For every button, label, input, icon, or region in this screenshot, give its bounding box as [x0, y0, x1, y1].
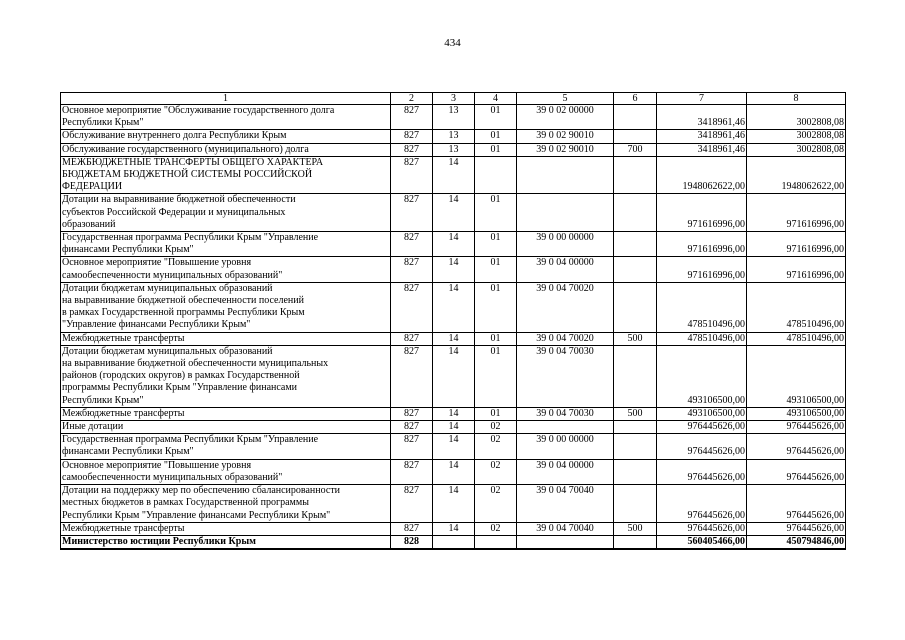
row-amount-8: 976445626,00 [747, 459, 846, 484]
column-header: 8 [747, 93, 846, 105]
row-col-6 [614, 130, 657, 143]
row-amount-7: 478510496,00 [657, 282, 747, 332]
row-col-4: 02 [475, 434, 517, 459]
row-col-4: 02 [475, 485, 517, 523]
column-header: 1 [61, 93, 391, 105]
row-col-3: 14 [433, 421, 475, 434]
row-amount-7: 976445626,00 [657, 421, 747, 434]
row-description: Межбюджетные трансферты [61, 407, 391, 420]
row-col-2: 827 [391, 459, 433, 484]
row-col-3: 14 [433, 434, 475, 459]
row-amount-7: 3418961,46 [657, 143, 747, 156]
row-amount-8: 478510496,00 [747, 282, 846, 332]
row-amount-7: 976445626,00 [657, 485, 747, 523]
row-col-4: 01 [475, 194, 517, 232]
column-header: 7 [657, 93, 747, 105]
table-row [61, 232, 846, 257]
row-amount-8: 976445626,00 [747, 522, 846, 535]
row-amount-7: 971616996,00 [657, 232, 747, 257]
row-col-2: 827 [391, 130, 433, 143]
row-col-2: 827 [391, 143, 433, 156]
row-col-2: 827 [391, 522, 433, 535]
row-col-3: 14 [433, 156, 475, 194]
row-col-5: 39 0 04 70030 [517, 345, 614, 407]
row-amount-7: 1948062622,00 [657, 156, 747, 194]
row-col-2: 827 [391, 194, 433, 232]
row-description: Дотации на поддержку мер по обеспечению сбалансированности местных бюджетов в рамках Государственной программы Республики Крым "Управление финансами Республики Крым" [61, 485, 391, 523]
row-col-6 [614, 421, 657, 434]
row-col-4: 01 [475, 407, 517, 420]
row-col-4 [475, 156, 517, 194]
budget-table [60, 92, 846, 550]
row-amount-8: 3002808,08 [747, 105, 846, 130]
row-col-4: 01 [475, 143, 517, 156]
column-header: 4 [475, 93, 517, 105]
row-amount-7: 3418961,46 [657, 130, 747, 143]
row-amount-7: 971616996,00 [657, 194, 747, 232]
row-col-2: 827 [391, 156, 433, 194]
row-col-6 [614, 345, 657, 407]
row-col-4 [475, 535, 517, 549]
table-row [61, 485, 846, 523]
row-amount-8: 493106500,00 [747, 345, 846, 407]
row-col-6 [614, 485, 657, 523]
row-col-3: 14 [433, 332, 475, 345]
row-col-5: 39 0 02 90010 [517, 130, 614, 143]
row-amount-7: 976445626,00 [657, 434, 747, 459]
row-col-6 [614, 535, 657, 549]
table-row [61, 130, 846, 143]
row-col-5: 39 0 04 00000 [517, 257, 614, 282]
row-amount-8: 1948062622,00 [747, 156, 846, 194]
row-col-6 [614, 105, 657, 130]
row-col-3 [433, 535, 475, 549]
row-amount-8: 976445626,00 [747, 485, 846, 523]
row-col-3: 13 [433, 143, 475, 156]
row-amount-7: 971616996,00 [657, 257, 747, 282]
row-col-4: 01 [475, 105, 517, 130]
table-row [61, 535, 846, 549]
table-row [61, 156, 846, 194]
row-col-4: 01 [475, 232, 517, 257]
row-col-2: 827 [391, 421, 433, 434]
row-col-5: 39 0 04 70030 [517, 407, 614, 420]
row-col-4: 02 [475, 522, 517, 535]
table-row [61, 421, 846, 434]
row-col-5: 39 0 00 00000 [517, 434, 614, 459]
row-description: Обслуживание государственного (муниципального) долга [61, 143, 391, 156]
column-header: 2 [391, 93, 433, 105]
row-col-5: 39 0 04 70020 [517, 332, 614, 345]
header-row [61, 93, 846, 105]
row-amount-8: 971616996,00 [747, 194, 846, 232]
row-col-2: 827 [391, 232, 433, 257]
row-col-3: 14 [433, 282, 475, 332]
row-amount-8: 971616996,00 [747, 232, 846, 257]
row-col-5: 39 0 02 00000 [517, 105, 614, 130]
row-col-5 [517, 156, 614, 194]
row-col-6: 500 [614, 407, 657, 420]
row-col-2: 827 [391, 257, 433, 282]
row-amount-8: 976445626,00 [747, 434, 846, 459]
row-col-6: 500 [614, 522, 657, 535]
row-description: Дотации бюджетам муниципальных образований на выравнивание бюджетной обеспеченности муниципальных районов (городских округов) в рамках Государственной программы Республики Крым "Управление финансами Республики Крым" [61, 345, 391, 407]
row-col-6 [614, 434, 657, 459]
row-col-6 [614, 257, 657, 282]
row-col-2: 827 [391, 345, 433, 407]
row-col-6 [614, 232, 657, 257]
row-col-5: 39 0 02 90010 [517, 143, 614, 156]
row-amount-8: 493106500,00 [747, 407, 846, 420]
row-col-5: 39 0 00 00000 [517, 232, 614, 257]
row-col-5 [517, 194, 614, 232]
row-description: Основное мероприятие "Обслуживание государственного долга Республики Крым" [61, 105, 391, 130]
table-body [61, 93, 846, 550]
row-amount-8: 450794846,00 [747, 535, 846, 549]
column-header: 3 [433, 93, 475, 105]
table-row [61, 105, 846, 130]
row-col-3: 14 [433, 485, 475, 523]
table-row [61, 434, 846, 459]
row-col-2: 827 [391, 282, 433, 332]
table-row [61, 522, 846, 535]
column-header: 6 [614, 93, 657, 105]
table-row [61, 345, 846, 407]
table-row [61, 257, 846, 282]
row-col-3: 13 [433, 130, 475, 143]
row-col-6 [614, 156, 657, 194]
row-col-3: 14 [433, 345, 475, 407]
row-description: Государственная программа Республики Крым "Управление финансами Республики Крым" [61, 232, 391, 257]
table-row [61, 407, 846, 420]
row-amount-8: 971616996,00 [747, 257, 846, 282]
row-col-4: 01 [475, 282, 517, 332]
row-amount-7: 493106500,00 [657, 345, 747, 407]
row-col-6 [614, 194, 657, 232]
row-col-3: 14 [433, 194, 475, 232]
row-col-5: 39 0 04 70020 [517, 282, 614, 332]
table-row [61, 143, 846, 156]
row-col-2: 827 [391, 105, 433, 130]
row-amount-7: 560405466,00 [657, 535, 747, 549]
row-col-6: 700 [614, 143, 657, 156]
row-col-2: 828 [391, 535, 433, 549]
row-col-3: 14 [433, 407, 475, 420]
row-col-3: 14 [433, 522, 475, 535]
row-col-3: 13 [433, 105, 475, 130]
row-amount-7: 478510496,00 [657, 332, 747, 345]
row-amount-7: 976445626,00 [657, 459, 747, 484]
row-col-6 [614, 282, 657, 332]
row-description: Дотации бюджетам муниципальных образований на выравнивание бюджетной обеспеченности поселений в рамках Государственной программы Республики Крым "Управление финансами Республики Крым" [61, 282, 391, 332]
row-description: Государственная программа Республики Крым "Управление финансами Республики Крым" [61, 434, 391, 459]
row-amount-8: 478510496,00 [747, 332, 846, 345]
row-amount-7: 976445626,00 [657, 522, 747, 535]
row-description: Межбюджетные трансферты [61, 522, 391, 535]
row-description: Основное мероприятие "Повышение уровня самообеспеченности муниципальных образований" [61, 459, 391, 484]
row-col-2: 827 [391, 332, 433, 345]
row-description: Министерство юстиции Республики Крым [61, 535, 391, 549]
table-row [61, 194, 846, 232]
row-col-2: 827 [391, 434, 433, 459]
row-col-5 [517, 535, 614, 549]
table-row [61, 332, 846, 345]
row-col-5: 39 0 04 00000 [517, 459, 614, 484]
row-amount-8: 976445626,00 [747, 421, 846, 434]
row-col-4: 01 [475, 332, 517, 345]
column-header: 5 [517, 93, 614, 105]
row-description: Межбюджетные трансферты [61, 332, 391, 345]
row-col-3: 14 [433, 257, 475, 282]
row-description: Иные дотации [61, 421, 391, 434]
row-description: Дотации на выравнивание бюджетной обеспеченности субъектов Российской Федерации и муниципальных образований [61, 194, 391, 232]
row-amount-7: 3418961,46 [657, 105, 747, 130]
row-amount-8: 3002808,08 [747, 130, 846, 143]
table-row [61, 459, 846, 484]
row-description: МЕЖБЮДЖЕТНЫЕ ТРАНСФЕРТЫ ОБЩЕГО ХАРАКТЕРА БЮДЖЕТАМ БЮДЖЕТНОЙ СИСТЕМЫ РОССИЙСКОЙ ФЕДЕРАЦИИ [61, 156, 391, 194]
table-row [61, 282, 846, 332]
row-col-4: 02 [475, 459, 517, 484]
row-col-2: 827 [391, 407, 433, 420]
row-col-5: 39 0 04 70040 [517, 485, 614, 523]
row-col-4: 01 [475, 257, 517, 282]
row-col-6: 500 [614, 332, 657, 345]
row-col-5: 39 0 04 70040 [517, 522, 614, 535]
row-amount-7: 493106500,00 [657, 407, 747, 420]
row-col-4: 02 [475, 421, 517, 434]
row-col-3: 14 [433, 459, 475, 484]
row-col-2: 827 [391, 485, 433, 523]
row-amount-8: 3002808,08 [747, 143, 846, 156]
row-description: Основное мероприятие "Повышение уровня самообеспеченности муниципальных образований" [61, 257, 391, 282]
row-col-6 [614, 459, 657, 484]
row-description: Обслуживание внутреннего долга Республики Крым [61, 130, 391, 143]
row-col-3: 14 [433, 232, 475, 257]
row-col-4: 01 [475, 345, 517, 407]
page-number: 434 [444, 37, 461, 49]
row-col-4: 01 [475, 130, 517, 143]
row-col-5 [517, 421, 614, 434]
